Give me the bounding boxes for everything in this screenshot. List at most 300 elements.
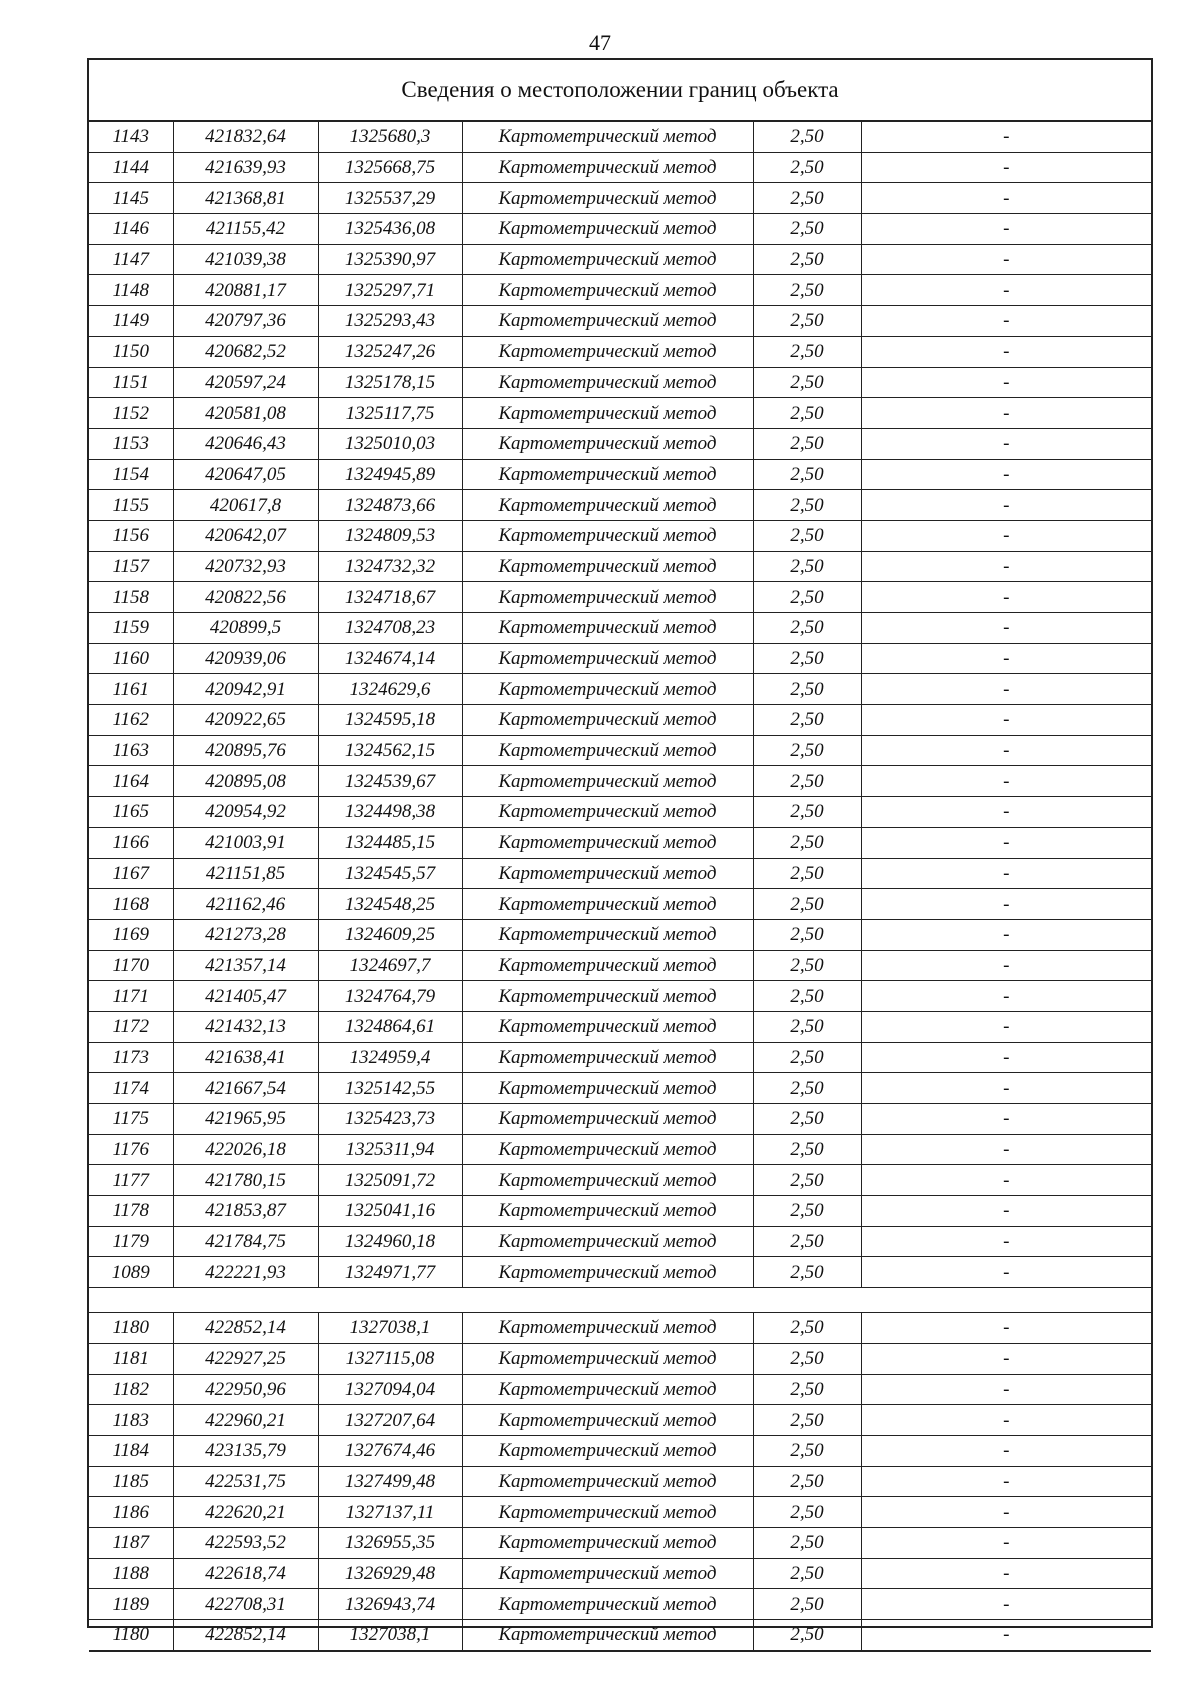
y-coordinate-cell: 1325142,55 xyxy=(318,1073,462,1104)
method-cell: Картометрический метод xyxy=(462,1011,753,1042)
coordinates-table xyxy=(89,122,1151,1651)
point-number-cell: 1147 xyxy=(89,244,173,275)
method-cell: Картометрический метод xyxy=(462,1226,753,1257)
x-coordinate-cell: 421273,28 xyxy=(173,919,318,950)
y-coordinate-cell: 1324864,61 xyxy=(318,1011,462,1042)
x-coordinate-cell: 420895,08 xyxy=(173,766,318,797)
accuracy-cell: 2,50 xyxy=(753,674,861,705)
group-separator-row xyxy=(89,1288,1151,1313)
method-cell: Картометрический метод xyxy=(462,797,753,828)
description-cell: - xyxy=(861,613,1151,644)
accuracy-cell: 2,50 xyxy=(753,735,861,766)
x-coordinate-cell: 420642,07 xyxy=(173,520,318,551)
method-cell: Картометрический метод xyxy=(462,520,753,551)
description-cell: - xyxy=(861,1466,1151,1497)
table-row xyxy=(89,1196,1151,1227)
point-number-cell: 1173 xyxy=(89,1042,173,1073)
accuracy-cell: 2,50 xyxy=(753,582,861,613)
table-row xyxy=(89,705,1151,736)
y-coordinate-cell: 1325117,75 xyxy=(318,398,462,429)
description-cell: - xyxy=(861,1527,1151,1558)
accuracy-cell: 2,50 xyxy=(753,244,861,275)
description-cell: - xyxy=(861,1497,1151,1528)
x-coordinate-cell: 420899,5 xyxy=(173,613,318,644)
description-cell: - xyxy=(861,398,1151,429)
x-coordinate-cell: 420942,91 xyxy=(173,674,318,705)
accuracy-cell: 2,50 xyxy=(753,183,861,214)
x-coordinate-cell: 421853,87 xyxy=(173,1196,318,1227)
point-number-cell: 1159 xyxy=(89,613,173,644)
method-cell: Картометрический метод xyxy=(462,889,753,920)
y-coordinate-cell: 1327137,11 xyxy=(318,1497,462,1528)
method-cell: Картометрический метод xyxy=(462,1374,753,1405)
x-coordinate-cell: 420597,24 xyxy=(173,367,318,398)
table-row xyxy=(89,643,1151,674)
y-coordinate-cell: 1325680,3 xyxy=(318,122,462,152)
y-coordinate-cell: 1327499,48 xyxy=(318,1466,462,1497)
x-coordinate-cell: 420732,93 xyxy=(173,551,318,582)
method-cell: Картометрический метод xyxy=(462,919,753,950)
point-number-cell: 1144 xyxy=(89,152,173,183)
boundary-table-frame xyxy=(87,58,1153,1646)
y-coordinate-cell: 1324609,25 xyxy=(318,919,462,950)
method-cell: Картометрический метод xyxy=(462,1257,753,1288)
point-number-cell: 1166 xyxy=(89,827,173,858)
table-row xyxy=(89,1620,1151,1651)
y-coordinate-cell: 1324595,18 xyxy=(318,705,462,736)
table-row xyxy=(89,122,1151,152)
method-cell: Картометрический метод xyxy=(462,1042,753,1073)
table-row xyxy=(89,398,1151,429)
page-number: 47 xyxy=(589,30,611,55)
y-coordinate-cell: 1324732,32 xyxy=(318,551,462,582)
y-coordinate-cell: 1324539,67 xyxy=(318,766,462,797)
method-cell: Картометрический метод xyxy=(462,858,753,889)
description-cell: - xyxy=(861,889,1151,920)
point-number-cell: 1189 xyxy=(89,1589,173,1620)
accuracy-cell: 2,50 xyxy=(753,1226,861,1257)
accuracy-cell: 2,50 xyxy=(753,1466,861,1497)
coordinates-table-body xyxy=(89,122,1151,1650)
y-coordinate-cell: 1324708,23 xyxy=(318,613,462,644)
accuracy-cell: 2,50 xyxy=(753,766,861,797)
x-coordinate-cell: 420647,05 xyxy=(173,459,318,490)
accuracy-cell: 2,50 xyxy=(753,122,861,152)
y-coordinate-cell: 1324809,53 xyxy=(318,520,462,551)
description-cell: - xyxy=(861,1226,1151,1257)
description-cell: - xyxy=(861,1343,1151,1374)
table-footer-row xyxy=(89,1651,1151,1676)
table-row xyxy=(89,858,1151,889)
method-cell: Картометрический метод xyxy=(462,1196,753,1227)
point-number-cell: 1162 xyxy=(89,705,173,736)
point-number-cell: 1178 xyxy=(89,1196,173,1227)
point-number-cell: 1180 xyxy=(89,1313,173,1344)
point-number-cell: 1157 xyxy=(89,551,173,582)
description-cell: - xyxy=(861,1257,1151,1288)
x-coordinate-cell: 420682,52 xyxy=(173,336,318,367)
y-coordinate-cell: 1324873,66 xyxy=(318,490,462,521)
x-coordinate-cell: 421780,15 xyxy=(173,1165,318,1196)
accuracy-cell: 2,50 xyxy=(753,1374,861,1405)
point-number-cell: 1153 xyxy=(89,428,173,459)
accuracy-cell: 2,50 xyxy=(753,705,861,736)
x-coordinate-cell: 422950,96 xyxy=(173,1374,318,1405)
point-number-cell: 1171 xyxy=(89,981,173,1012)
table-row xyxy=(89,797,1151,828)
description-cell: - xyxy=(861,1011,1151,1042)
table-row xyxy=(89,1527,1151,1558)
description-cell: - xyxy=(861,490,1151,521)
description-cell: - xyxy=(861,214,1151,245)
description-cell: - xyxy=(861,1073,1151,1104)
table-row xyxy=(89,735,1151,766)
description-cell: - xyxy=(861,520,1151,551)
point-number-cell: 1158 xyxy=(89,582,173,613)
accuracy-cell: 2,50 xyxy=(753,152,861,183)
x-coordinate-cell: 421405,47 xyxy=(173,981,318,1012)
table-row xyxy=(89,459,1151,490)
accuracy-cell: 2,50 xyxy=(753,214,861,245)
table-row xyxy=(89,152,1151,183)
point-number-cell: 1174 xyxy=(89,1073,173,1104)
accuracy-cell: 2,50 xyxy=(753,1134,861,1165)
table-row xyxy=(89,1226,1151,1257)
accuracy-cell: 2,50 xyxy=(753,367,861,398)
table-row xyxy=(89,1405,1151,1436)
y-coordinate-cell: 1327207,64 xyxy=(318,1405,462,1436)
y-coordinate-cell: 1327115,08 xyxy=(318,1343,462,1374)
x-coordinate-cell: 422221,93 xyxy=(173,1257,318,1288)
y-coordinate-cell: 1325311,94 xyxy=(318,1134,462,1165)
accuracy-cell: 2,50 xyxy=(753,1104,861,1135)
x-coordinate-cell: 422852,14 xyxy=(173,1313,318,1344)
point-number-cell: 1187 xyxy=(89,1527,173,1558)
method-cell: Картометрический метод xyxy=(462,1558,753,1589)
description-cell: - xyxy=(861,1042,1151,1073)
x-coordinate-cell: 422618,74 xyxy=(173,1558,318,1589)
accuracy-cell: 2,50 xyxy=(753,950,861,981)
x-coordinate-cell: 421155,42 xyxy=(173,214,318,245)
y-coordinate-cell: 1325010,03 xyxy=(318,428,462,459)
method-cell: Картометрический метод xyxy=(462,1620,753,1651)
description-cell: - xyxy=(861,1313,1151,1344)
method-cell: Картометрический метод xyxy=(462,244,753,275)
description-cell: - xyxy=(861,1589,1151,1620)
method-cell: Картометрический метод xyxy=(462,950,753,981)
description-cell: - xyxy=(861,797,1151,828)
method-cell: Картометрический метод xyxy=(462,1313,753,1344)
method-cell: Картометрический метод xyxy=(462,1134,753,1165)
x-coordinate-cell: 420895,76 xyxy=(173,735,318,766)
method-cell: Картометрический метод xyxy=(462,1343,753,1374)
y-coordinate-cell: 1325247,26 xyxy=(318,336,462,367)
x-coordinate-cell: 421432,13 xyxy=(173,1011,318,1042)
accuracy-cell: 2,50 xyxy=(753,1011,861,1042)
table-row xyxy=(89,1374,1151,1405)
x-coordinate-cell: 420881,17 xyxy=(173,275,318,306)
y-coordinate-cell: 1326929,48 xyxy=(318,1558,462,1589)
description-cell: - xyxy=(861,582,1151,613)
table-row xyxy=(89,1042,1151,1073)
point-number-cell: 1185 xyxy=(89,1466,173,1497)
separator-cell xyxy=(89,1288,1151,1313)
accuracy-cell: 2,50 xyxy=(753,827,861,858)
table-row xyxy=(89,1313,1151,1344)
x-coordinate-cell: 420822,56 xyxy=(173,582,318,613)
method-cell: Картометрический метод xyxy=(462,336,753,367)
accuracy-cell: 2,50 xyxy=(753,1558,861,1589)
y-coordinate-cell: 1325668,75 xyxy=(318,152,462,183)
table-row xyxy=(89,613,1151,644)
accuracy-cell: 2,50 xyxy=(753,1527,861,1558)
y-coordinate-cell: 1324971,77 xyxy=(318,1257,462,1288)
table-row xyxy=(89,674,1151,705)
table-row xyxy=(89,275,1151,306)
table-row xyxy=(89,766,1151,797)
method-cell: Картометрический метод xyxy=(462,827,753,858)
table-row xyxy=(89,1104,1151,1135)
description-cell: - xyxy=(861,766,1151,797)
point-number-cell: 1183 xyxy=(89,1405,173,1436)
method-cell: Картометрический метод xyxy=(462,551,753,582)
point-number-cell: 1163 xyxy=(89,735,173,766)
accuracy-cell: 2,50 xyxy=(753,1435,861,1466)
y-coordinate-cell: 1325041,16 xyxy=(318,1196,462,1227)
point-number-cell: 1143 xyxy=(89,122,173,152)
y-coordinate-cell: 1325178,15 xyxy=(318,367,462,398)
y-coordinate-cell: 1325293,43 xyxy=(318,306,462,337)
y-coordinate-cell: 1324764,79 xyxy=(318,981,462,1012)
x-coordinate-cell: 420939,06 xyxy=(173,643,318,674)
description-cell: - xyxy=(861,1104,1151,1135)
method-cell: Картометрический метод xyxy=(462,1405,753,1436)
table-row xyxy=(89,1558,1151,1589)
point-number-cell: 1156 xyxy=(89,520,173,551)
x-coordinate-cell: 423135,79 xyxy=(173,1435,318,1466)
point-number-cell: 1151 xyxy=(89,367,173,398)
table-title: Сведения о местоположении границ объекта xyxy=(89,60,1151,122)
accuracy-cell: 2,50 xyxy=(753,306,861,337)
x-coordinate-cell: 421784,75 xyxy=(173,1226,318,1257)
y-coordinate-cell: 1324718,67 xyxy=(318,582,462,613)
table-row xyxy=(89,306,1151,337)
x-coordinate-cell: 420797,36 xyxy=(173,306,318,337)
table-row xyxy=(89,244,1151,275)
method-cell: Картометрический метод xyxy=(462,183,753,214)
y-coordinate-cell: 1325436,08 xyxy=(318,214,462,245)
description-cell: - xyxy=(861,705,1151,736)
description-cell: - xyxy=(861,152,1151,183)
point-number-cell: 1154 xyxy=(89,459,173,490)
table-row xyxy=(89,1165,1151,1196)
y-coordinate-cell: 1327674,46 xyxy=(318,1435,462,1466)
accuracy-cell: 2,50 xyxy=(753,1343,861,1374)
x-coordinate-cell: 421667,54 xyxy=(173,1073,318,1104)
y-coordinate-cell: 1324960,18 xyxy=(318,1226,462,1257)
y-coordinate-cell: 1324498,38 xyxy=(318,797,462,828)
method-cell: Картометрический метод xyxy=(462,705,753,736)
point-number-cell: 1152 xyxy=(89,398,173,429)
method-cell: Картометрический метод xyxy=(462,398,753,429)
method-cell: Картометрический метод xyxy=(462,735,753,766)
method-cell: Картометрический метод xyxy=(462,582,753,613)
x-coordinate-cell: 422531,75 xyxy=(173,1466,318,1497)
method-cell: Картометрический метод xyxy=(462,766,753,797)
y-coordinate-cell: 1324562,15 xyxy=(318,735,462,766)
table-row xyxy=(89,520,1151,551)
accuracy-cell: 2,50 xyxy=(753,1589,861,1620)
description-cell: - xyxy=(861,643,1151,674)
accuracy-cell: 2,50 xyxy=(753,275,861,306)
x-coordinate-cell: 420617,8 xyxy=(173,490,318,521)
table-row xyxy=(89,827,1151,858)
description-cell: - xyxy=(861,1558,1151,1589)
point-number-cell: 1188 xyxy=(89,1558,173,1589)
point-number-cell: 1165 xyxy=(89,797,173,828)
point-number-cell: 1182 xyxy=(89,1374,173,1405)
point-number-cell: 1167 xyxy=(89,858,173,889)
table-row xyxy=(89,981,1151,1012)
x-coordinate-cell: 421639,93 xyxy=(173,152,318,183)
table-row xyxy=(89,1257,1151,1288)
description-cell: - xyxy=(861,367,1151,398)
table-row xyxy=(89,428,1151,459)
x-coordinate-cell: 420922,65 xyxy=(173,705,318,736)
point-number-cell: 1155 xyxy=(89,490,173,521)
method-cell: Картометрический метод xyxy=(462,1527,753,1558)
description-cell: - xyxy=(861,1435,1151,1466)
y-coordinate-cell: 1327038,1 xyxy=(318,1313,462,1344)
method-cell: Картометрический метод xyxy=(462,1497,753,1528)
accuracy-cell: 2,50 xyxy=(753,428,861,459)
description-cell: - xyxy=(861,306,1151,337)
method-cell: Картометрический метод xyxy=(462,490,753,521)
y-coordinate-cell: 1325297,71 xyxy=(318,275,462,306)
point-number-cell: 1164 xyxy=(89,766,173,797)
accuracy-cell: 2,50 xyxy=(753,551,861,582)
x-coordinate-cell: 422026,18 xyxy=(173,1134,318,1165)
description-cell: - xyxy=(861,336,1151,367)
accuracy-cell: 2,50 xyxy=(753,1313,861,1344)
x-coordinate-cell: 421357,14 xyxy=(173,950,318,981)
point-number-cell: 1148 xyxy=(89,275,173,306)
description-cell: - xyxy=(861,1134,1151,1165)
accuracy-cell: 2,50 xyxy=(753,490,861,521)
x-coordinate-cell: 421003,91 xyxy=(173,827,318,858)
description-cell: - xyxy=(861,1405,1151,1436)
y-coordinate-cell: 1324945,89 xyxy=(318,459,462,490)
table-row xyxy=(89,1497,1151,1528)
point-number-cell: 1089 xyxy=(89,1257,173,1288)
accuracy-cell: 2,50 xyxy=(753,613,861,644)
x-coordinate-cell: 421162,46 xyxy=(173,889,318,920)
x-coordinate-cell: 421039,38 xyxy=(173,244,318,275)
description-cell: - xyxy=(861,1165,1151,1196)
method-cell: Картометрический метод xyxy=(462,367,753,398)
y-coordinate-cell: 1324674,14 xyxy=(318,643,462,674)
x-coordinate-cell: 421965,95 xyxy=(173,1104,318,1135)
description-cell: - xyxy=(861,551,1151,582)
description-cell: - xyxy=(861,674,1151,705)
x-coordinate-cell: 421832,64 xyxy=(173,122,318,152)
description-cell: - xyxy=(861,183,1151,214)
point-number-cell: 1161 xyxy=(89,674,173,705)
y-coordinate-cell: 1325091,72 xyxy=(318,1165,462,1196)
description-cell: - xyxy=(861,428,1151,459)
x-coordinate-cell: 422593,52 xyxy=(173,1527,318,1558)
table-row xyxy=(89,1589,1151,1620)
y-coordinate-cell: 1325537,29 xyxy=(318,183,462,214)
point-number-cell: 1170 xyxy=(89,950,173,981)
x-coordinate-cell: 422852,14 xyxy=(173,1620,318,1651)
table-row xyxy=(89,1073,1151,1104)
table-row xyxy=(89,919,1151,950)
accuracy-cell: 2,50 xyxy=(753,520,861,551)
description-cell: - xyxy=(861,827,1151,858)
table-row xyxy=(89,1466,1151,1497)
accuracy-cell: 2,50 xyxy=(753,336,861,367)
method-cell: Картометрический метод xyxy=(462,1165,753,1196)
x-coordinate-cell: 422708,31 xyxy=(173,1589,318,1620)
method-cell: Картометрический метод xyxy=(462,1435,753,1466)
accuracy-cell: 2,50 xyxy=(753,858,861,889)
x-coordinate-cell: 420646,43 xyxy=(173,428,318,459)
point-number-cell: 1146 xyxy=(89,214,173,245)
accuracy-cell: 2,50 xyxy=(753,459,861,490)
y-coordinate-cell: 1324697,7 xyxy=(318,950,462,981)
y-coordinate-cell: 1324959,4 xyxy=(318,1042,462,1073)
method-cell: Картометрический метод xyxy=(462,152,753,183)
table-row xyxy=(89,551,1151,582)
description-cell: - xyxy=(861,122,1151,152)
accuracy-cell: 2,50 xyxy=(753,643,861,674)
y-coordinate-cell: 1324485,15 xyxy=(318,827,462,858)
x-coordinate-cell: 422620,21 xyxy=(173,1497,318,1528)
description-cell: - xyxy=(861,950,1151,981)
point-number-cell: 1172 xyxy=(89,1011,173,1042)
y-coordinate-cell: 1325423,73 xyxy=(318,1104,462,1135)
description-cell: - xyxy=(861,459,1151,490)
table-row xyxy=(89,214,1151,245)
x-coordinate-cell: 421368,81 xyxy=(173,183,318,214)
point-number-cell: 1169 xyxy=(89,919,173,950)
table-row xyxy=(89,582,1151,613)
method-cell: Картометрический метод xyxy=(462,459,753,490)
method-cell: Картометрический метод xyxy=(462,981,753,1012)
x-coordinate-cell: 421151,85 xyxy=(173,858,318,889)
table-row xyxy=(89,367,1151,398)
accuracy-cell: 2,50 xyxy=(753,1257,861,1288)
description-cell: - xyxy=(861,1374,1151,1405)
point-number-cell: 1177 xyxy=(89,1165,173,1196)
description-cell: - xyxy=(861,1196,1151,1227)
x-coordinate-cell: 420954,92 xyxy=(173,797,318,828)
accuracy-cell: 2,50 xyxy=(753,889,861,920)
table-row xyxy=(89,1011,1151,1042)
x-coordinate-cell: 420581,08 xyxy=(173,398,318,429)
accuracy-cell: 2,50 xyxy=(753,797,861,828)
point-number-cell: 1145 xyxy=(89,183,173,214)
point-number-cell: 1168 xyxy=(89,889,173,920)
point-number-cell: 1175 xyxy=(89,1104,173,1135)
table-row xyxy=(89,336,1151,367)
accuracy-cell: 2,50 xyxy=(753,1497,861,1528)
point-number-cell: 1150 xyxy=(89,336,173,367)
point-number-cell: 1176 xyxy=(89,1134,173,1165)
y-coordinate-cell: 1324629,6 xyxy=(318,674,462,705)
description-cell: - xyxy=(861,275,1151,306)
